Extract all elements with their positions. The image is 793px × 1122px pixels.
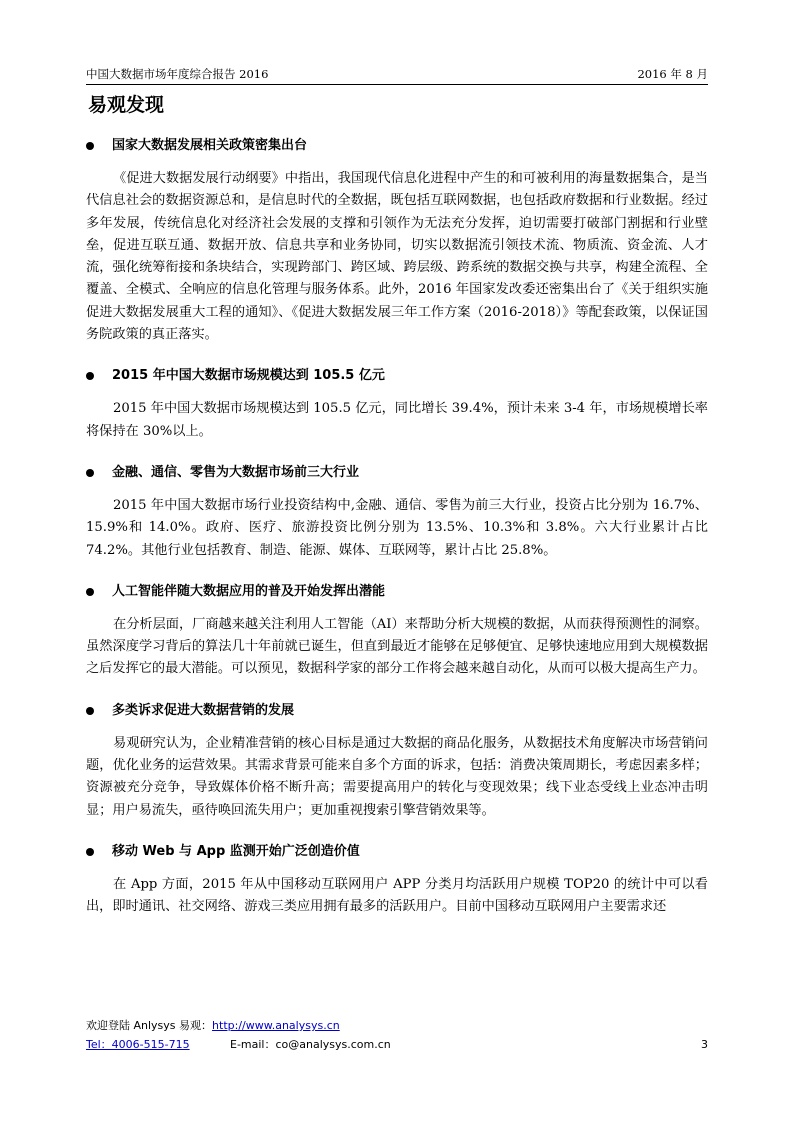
- section-heading: 移动 Web 与 App 监测开始广泛创造价值: [86, 840, 708, 864]
- findings-content: [86, 134, 708, 937]
- section-heading: 多类诉求促进大数据营销的发展: [86, 699, 708, 723]
- page-header: [86, 64, 708, 85]
- section-body: 在 App 方面，2015 年从中国移动互联网用户 APP 分类月均活跃用户规模 TOP20 的统计中可以看出，即时通讯、社交网络、游戏三类应用拥有最多的活跃用户。目前中国移动互联网用户主要需求还: [86, 876, 708, 915]
- section-body: 在分析层面，厂商越来越关注利用人工智能（AI）来帮助分析大规模的数据，从而获得预测性的洞察。虽然深度学习背后的算法几十年前就已诞生，但直到最近才能够在足够便宜、足够快速地应用到大规模数据之后发挥它的最大潜能。可以预见，数据科学家的部分工作将会越来越自动化，从而可以极大提高生产力。: [86, 616, 708, 677]
- bullet-icon: [86, 588, 94, 596]
- finding-section: [86, 840, 708, 919]
- section-heading: 人工智能伴随大数据应用的普及开始发挥出潜能: [86, 580, 708, 604]
- bullet-icon: [86, 848, 94, 856]
- bullet-icon: [86, 142, 94, 150]
- tel-link[interactable]: Tel：4006-515-715: [86, 1038, 190, 1051]
- finding-section: [86, 364, 708, 443]
- report-title: 中国大数据市场年度综合报告 2016: [86, 67, 269, 81]
- bullet-icon: [86, 707, 94, 715]
- section-body: 《促进大数据发展行动纲要》中指出，我国现代信息化进程中产生的和可被利用的海量数据集合，是当代信息社会的数据资源总和，是信息时代的全数据，既包括互联网数据，也包括政府数据和行业数据。经过多年发展，传统信息化对经济社会发展的支撑和引领作为无法充分发挥，迫切需要打破部门割据和行业壁垒，促进互联互通、数据开放、信息共享和业务协同，切实以数据流引领技术流、物质流、资金流、人才流，强化统筹衔接和条块结合，实现跨部门、跨区域、跨层级、跨系统的数据交换与共享，构建全流程、全覆盖、全模式、全响应的信息化管理与服务体系。此外，2016 年国家发改委还密集出台了《关于组织实施促进大数据发展重大工程的通知》、《促进大数据发展三年工作方案（2016-2018）》等配套政策，以保证国务院政策的真正落实。: [86, 171, 708, 343]
- bullet-icon: [86, 469, 94, 477]
- section-body: 易观研究认为，企业精准营销的核心目标是通过大数据的商品化服务，从数据技术角度解决市场营销问题，优化业务的运营效果。其需求背景可能来自多个方面的诉求，包括：消费决策周期长，考虑因素多样；资源被充分竞争，导致媒体价格不断升高；需要提高用户的转化与变现效果；线下业态受线上业态冲击明显；用户易流失，亟待唤回流失用户；更加重视搜索引擎营销效果等。: [86, 735, 708, 818]
- section-body: 2015 年中国大数据市场行业投资结构中,金融、通信、零售为前三大行业，投资占比分别为 16.7%、15.9%和 14.0%。政府、医疗、旅游投资比例分别为 13.5%、10.3%和 3.8%。六大行业累计占比 74.2%。其他行业包括教育、制造、能源、媒体、互联网等，累计占比 25.8%。: [86, 497, 708, 558]
- footer-welcome: 欢迎登陆 Anlysys 易观：http://www.analysys.cn: [86, 1019, 340, 1032]
- finding-section: [86, 580, 708, 681]
- website-link[interactable]: http://www.analysys.cn: [212, 1019, 340, 1032]
- section-body: 2015 年中国大数据市场规模达到 105.5 亿元，同比增长 39.4%，预计未来 3-4 年，市场规模增长率将保持在 30%以上。: [86, 401, 708, 439]
- email-text: E-mail：co@analysys.com.cn: [230, 1038, 391, 1051]
- section-heading: 2015 年中国大数据市场规模达到 105.5 亿元: [86, 364, 708, 388]
- report-date: 2016 年 8 月: [637, 67, 708, 81]
- finding-section: [86, 461, 708, 562]
- finding-section: [86, 699, 708, 822]
- section-heading: 金融、通信、零售为大数据市场前三大行业: [86, 461, 708, 485]
- bullet-icon: [86, 372, 94, 380]
- page-number: 3: [701, 1038, 708, 1051]
- finding-section: [86, 134, 708, 346]
- section-heading: 国家大数据发展相关政策密集出台: [86, 134, 708, 158]
- page-title: 易观发现: [88, 94, 165, 116]
- page-footer: [86, 1016, 708, 1055]
